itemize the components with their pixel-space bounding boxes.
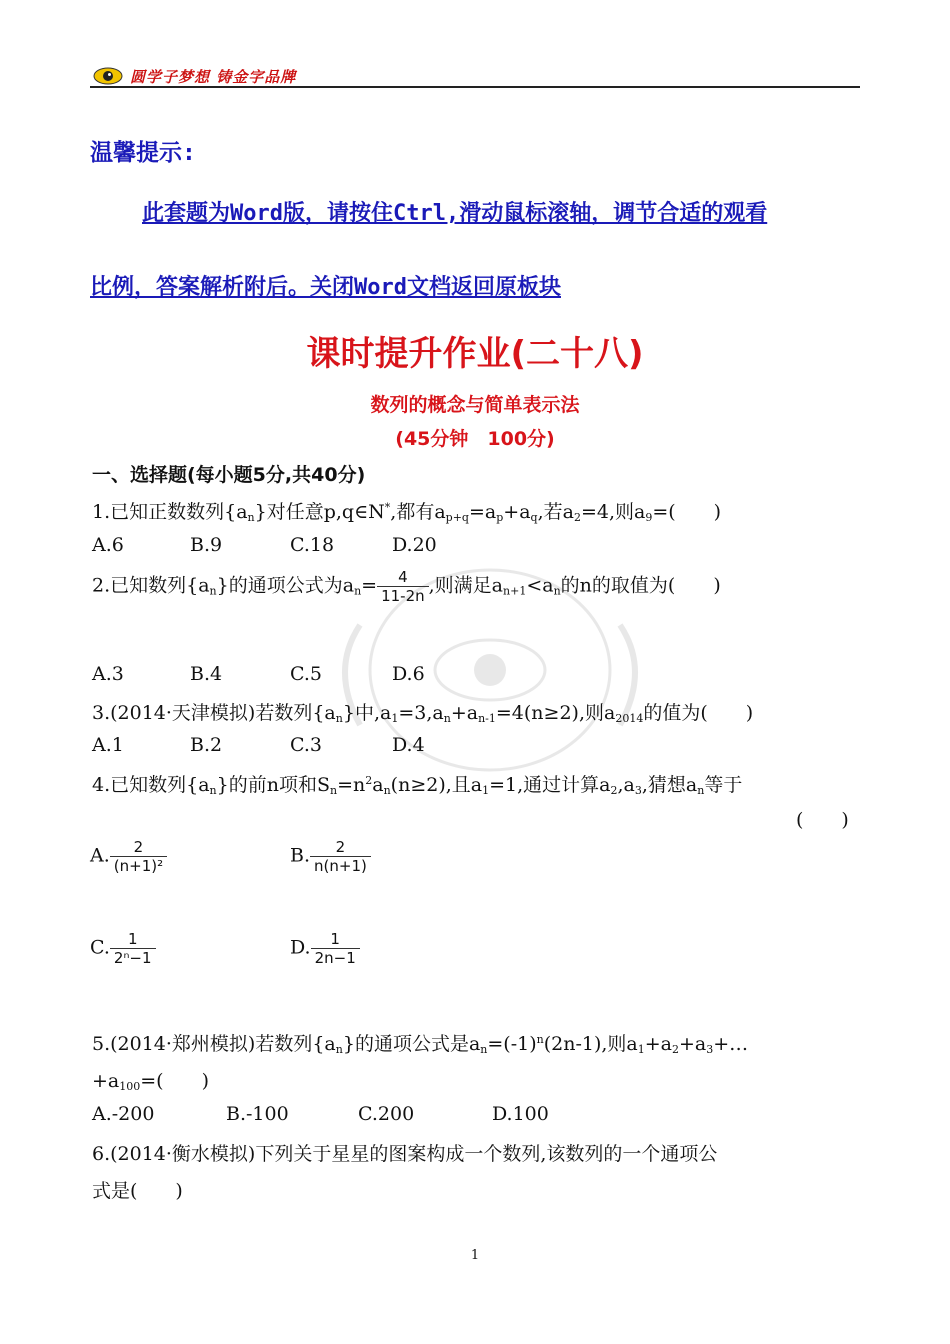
section-heading: 一、选择题(每小题5分,共40分) xyxy=(92,464,366,486)
q3-option-c: C.3 xyxy=(290,734,322,756)
q3-option-d: D.4 xyxy=(392,734,425,756)
q5-option-d: D.100 xyxy=(492,1103,549,1125)
question-4: 4.已知数列$\{a_n\}$的前n项和$S_n=n^2a_n(n\ge 2)$,且$a_1=1$,通过计算$a_2,a_3$,猜想$a_n$等于 xyxy=(92,774,743,797)
q1-option-a: A.6 xyxy=(92,534,124,556)
q4-option-b: B. $\frac{2}{n(n+1)}$ xyxy=(290,838,371,875)
q2-option-b: B.4 xyxy=(190,663,223,685)
q1-option-c: C.18 xyxy=(290,534,335,556)
question-1: 1.已知正数数列$\{a_n\}$对任意p,q∈N*,都有$a_{p+q}=a_p+a_q$,若$a_2=4$,则$a_9=$( ) xyxy=(92,501,722,524)
question-5: 5.(2014·郑州模拟)若数列$\{a_n\}$的通项公式是$a_n=(-1)^n(2n-1)$,则$a_1+a_2+a_3+\dots$ xyxy=(92,1033,749,1056)
question-2: 2.已知数列$\{a_n\}$的通项公式为$a_n=$ $\frac{4}{11-2n}$ ,则满足$a_{n+1}<a_n$的n的取值为( ) xyxy=(92,568,721,605)
q1-option-d: D.20 xyxy=(392,534,437,556)
brand-eye-logo-icon xyxy=(92,64,124,88)
q3-option-a: A.1 xyxy=(92,734,124,756)
q2-option-a: A.3 xyxy=(92,663,124,685)
question-6-line-2: 式是( ) xyxy=(92,1180,183,1202)
q4-option-d: D. $\frac{1}{2n-1}$ xyxy=(290,930,360,967)
header-divider xyxy=(90,86,860,88)
header-brand-slogan: 圆学子梦想 铸金字品牌 xyxy=(130,68,297,86)
q2-option-c: C.5 xyxy=(290,663,322,685)
q1-option-b: B.9 xyxy=(190,534,223,556)
question-6: 6.(2014·衡水模拟)下列关于星星的图案构成一个数列,该数列的一个通项公 xyxy=(92,1143,718,1165)
page-subtitle: 数列的概念与简单表示法 xyxy=(370,394,580,416)
q4-option-c: C. $\frac{1}{\text{2ⁿ−1}}$ xyxy=(90,930,156,967)
page-title: 课时提升作业(二十八) xyxy=(306,334,644,374)
q4-option-a: A. $\frac{2}{\text{(n+1)²}}$ xyxy=(90,838,167,875)
q5-option-b: B.-100 xyxy=(226,1103,289,1125)
page-number: 1 xyxy=(470,1248,480,1263)
question-5-line-2: $+a_{100}=$( ) xyxy=(92,1070,209,1093)
q2-option-d: D.6 xyxy=(392,663,425,685)
q4-answer-paren: ( ) xyxy=(796,809,849,831)
question-3: 3.(2014·天津模拟)若数列$\{a_n\}$中$,a_1=3,a_n+a_{n-1}=4(n\ge 2)$,则$a_{2014}$的值为( ) xyxy=(92,702,754,725)
q5-option-a: A.-200 xyxy=(92,1103,155,1125)
q5-option-c: C.200 xyxy=(358,1103,415,1125)
q3-option-b: B.2 xyxy=(190,734,223,756)
tip-title: 温馨提示: xyxy=(90,140,196,166)
tip-line-1[interactable]: 此套题为Word版，请按住Ctrl,滑动鼠标滚轴，调节合适的观看 xyxy=(142,201,768,226)
tip-line-2[interactable]: 比例，答案解析附后。关闭Word文档返回原板块 xyxy=(90,275,561,300)
q2-fraction: $\frac{4}{11-2n}$ xyxy=(377,568,429,605)
time-score-line: (45分钟 100分) xyxy=(395,428,555,450)
